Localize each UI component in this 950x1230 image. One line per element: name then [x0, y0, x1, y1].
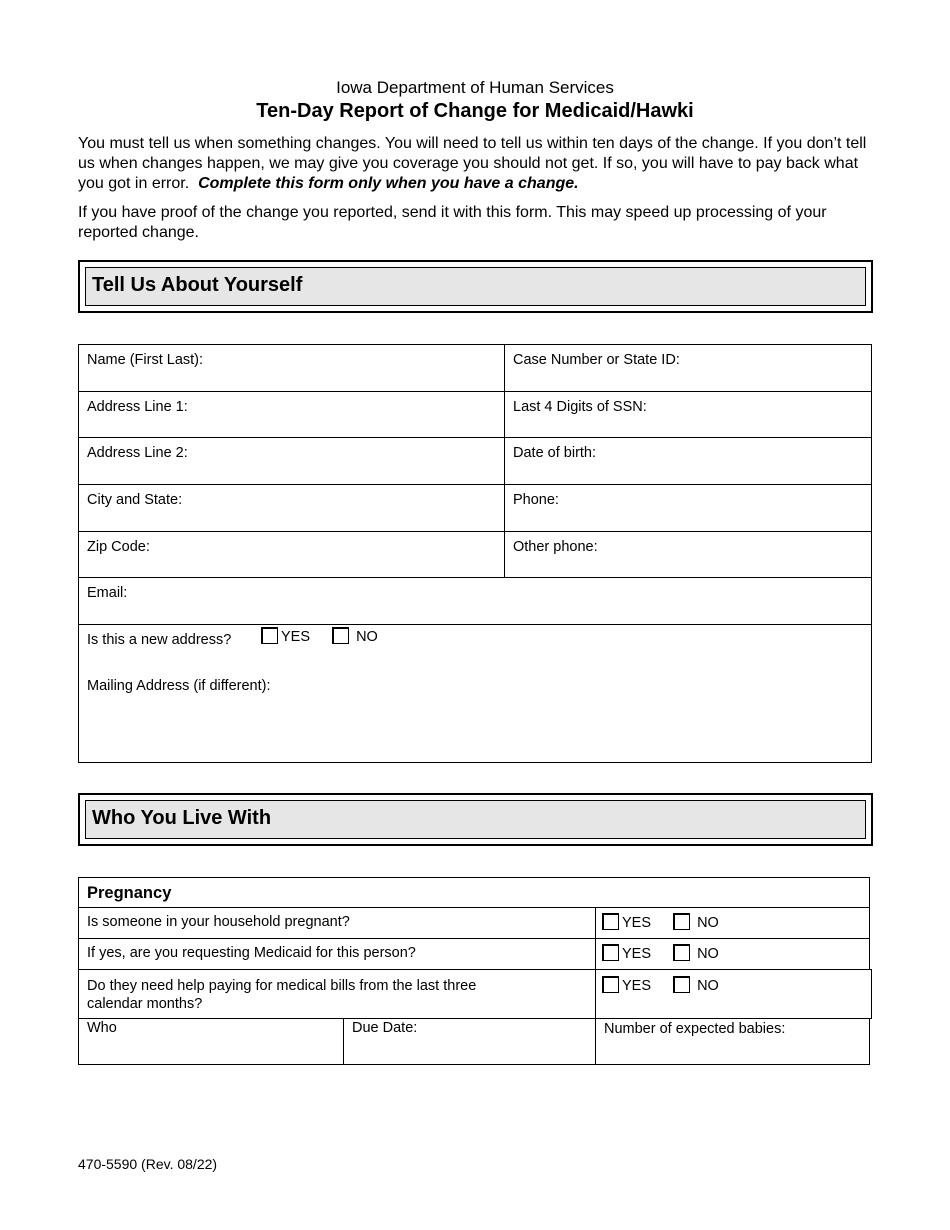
no-label: NO: [697, 978, 719, 994]
section-header-household: [78, 793, 873, 846]
field-label: Phone:: [513, 492, 559, 508]
intro-emphasis: Complete this form only when you have a change.: [198, 175, 579, 192]
section-heading: Who You Live With: [92, 807, 272, 829]
field-label: Case Number or State ID:: [513, 352, 680, 368]
pregnant-question-cell: [78, 907, 596, 939]
field-label: Other phone:: [513, 539, 598, 555]
case-number-field[interactable]: [504, 344, 872, 392]
field-label: Address Line 1:: [87, 399, 188, 415]
pregnancy-title-row: [78, 877, 870, 908]
section-header-yourself: [78, 260, 873, 313]
yes-label: YES: [622, 978, 652, 994]
yes-checkbox[interactable]: [261, 627, 278, 644]
name-field[interactable]: [78, 344, 505, 392]
phone-field[interactable]: [504, 484, 872, 532]
yes-no-choice: [602, 944, 737, 962]
mailing-address-label: Mailing Address (if different):: [87, 678, 271, 694]
yes-label: YES: [622, 915, 652, 931]
answer-no[interactable]: [673, 978, 719, 994]
medicaid-request-question-cell: [78, 938, 596, 970]
address-line-2-field[interactable]: [78, 437, 505, 485]
answer-no[interactable]: [673, 946, 719, 962]
field-label: Number of expected babies:: [604, 1021, 786, 1037]
field-label: Email:: [87, 585, 128, 601]
intro-paragraph-2: If you have proof of the change you reported, send it with this form. This may speed up processing of your reported change.: [78, 204, 827, 241]
field-label: City and State:: [87, 492, 183, 508]
question-text: Do they need help paying for medical bills from the last three calendar months?: [87, 978, 477, 1012]
yes-label: YES: [281, 629, 311, 645]
yes-no-choice: [602, 976, 737, 994]
ssn-field[interactable]: [504, 391, 872, 438]
no-checkbox[interactable]: [673, 913, 690, 930]
intro-text: You must tell us when something changes. You will need to tell us within ten days of the change. If you don’t tell us when changes happen, we may give you coverage you should not get. If so, you will have to pay back what you got in error.: [78, 135, 867, 192]
no-label: NO: [697, 946, 719, 962]
no-checkbox[interactable]: [673, 944, 690, 961]
no-checkbox[interactable]: [332, 627, 349, 644]
new-address-question: Is this a new address?: [87, 632, 232, 648]
due-date-field[interactable]: [343, 1018, 596, 1065]
field-label: Name (First Last):: [87, 352, 204, 368]
field-label: Who: [87, 1020, 117, 1036]
zip-code-field[interactable]: [78, 531, 505, 578]
answer-yes[interactable]: [602, 978, 651, 994]
medical-bills-answer-cell: [595, 969, 872, 1019]
city-state-field[interactable]: [78, 484, 505, 532]
new-address-choice: [261, 627, 396, 645]
field-label: Date of birth:: [513, 445, 597, 461]
answer-yes[interactable]: [602, 915, 651, 931]
yes-label: YES: [622, 946, 652, 962]
other-phone-field[interactable]: [504, 531, 872, 578]
medicaid-request-answer-cell: [595, 938, 870, 970]
pregnancy-title: Pregnancy: [87, 884, 172, 902]
yes-checkbox[interactable]: [602, 944, 619, 961]
date-of-birth-field[interactable]: [504, 437, 872, 485]
section-header-box: [85, 800, 866, 839]
yes-no-choice: [602, 913, 737, 931]
medical-bills-question-cell: [78, 969, 596, 1019]
new-address-yes[interactable]: [261, 629, 310, 645]
form-title: Ten-Day Report of Change for Medicaid/Hawki: [256, 100, 694, 122]
address-line-1-field[interactable]: [78, 391, 505, 438]
email-field[interactable]: [78, 577, 872, 625]
no-label: NO: [356, 629, 378, 645]
intro-paragraph-1: [78, 134, 878, 194]
address-change-box: [78, 624, 872, 763]
question-text: Is someone in your household pregnant?: [87, 914, 350, 930]
pregnant-answer-cell: [595, 907, 870, 939]
expected-babies-field[interactable]: [595, 1018, 870, 1065]
yes-checkbox[interactable]: [602, 976, 619, 993]
who-field[interactable]: [78, 1018, 344, 1065]
no-checkbox[interactable]: [673, 976, 690, 993]
field-label: Due Date:: [352, 1020, 418, 1036]
form-number: 470-5590 (Rev. 08/22): [78, 1156, 218, 1172]
agency-name: Iowa Department of Human Services: [336, 78, 614, 97]
new-address-no[interactable]: [332, 629, 378, 645]
field-label: Last 4 Digits of SSN:: [513, 399, 647, 415]
question-text: If yes, are you requesting Medicaid for this person?: [87, 945, 416, 961]
field-label: Zip Code:: [87, 539, 150, 555]
no-label: NO: [697, 915, 719, 931]
answer-yes[interactable]: [602, 946, 651, 962]
section-heading: Tell Us About Yourself: [92, 274, 303, 296]
field-label: Address Line 2:: [87, 445, 188, 461]
yes-checkbox[interactable]: [602, 913, 619, 930]
section-header-box: [85, 267, 866, 306]
answer-no[interactable]: [673, 915, 719, 931]
